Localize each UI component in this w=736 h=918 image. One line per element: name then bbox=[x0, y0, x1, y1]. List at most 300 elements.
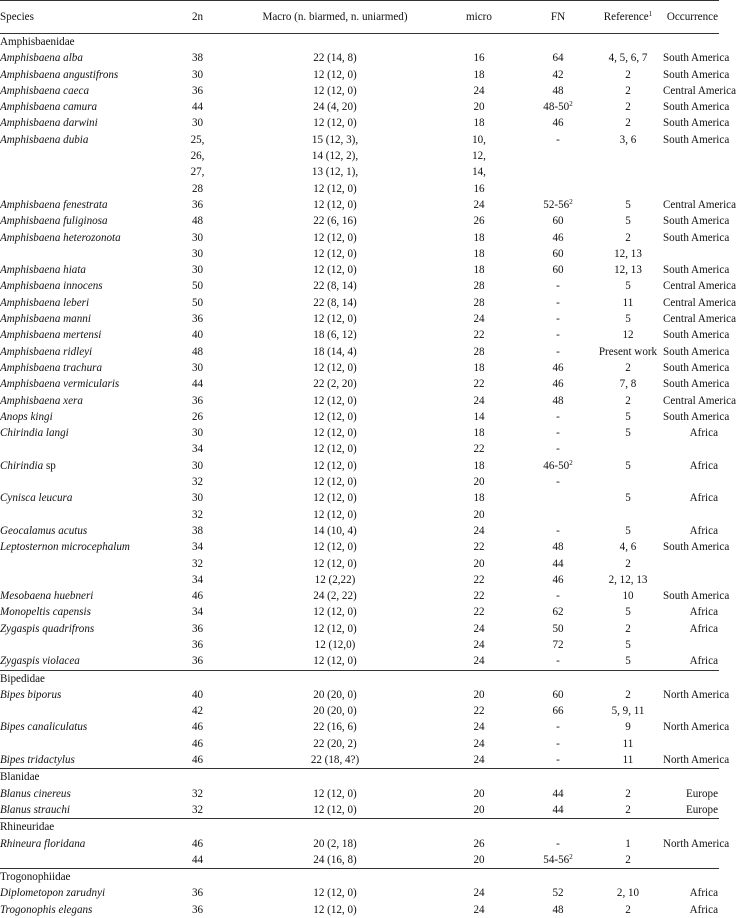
occurrence-cell: Central America bbox=[663, 393, 719, 409]
micro-cell: 22 bbox=[435, 539, 523, 555]
reference-footnote-marker: 1 bbox=[649, 10, 653, 18]
species-cell: Amphisbaena fuliginosa bbox=[0, 213, 160, 229]
fundamental-number-cell: 44 bbox=[523, 802, 593, 819]
macro-cell: 12 (12, 0) bbox=[235, 621, 435, 637]
species-cell: Cynisca leucura bbox=[0, 490, 160, 506]
macro-cell: 24 (2, 22) bbox=[235, 588, 435, 604]
macro-cell: 12 (12, 0) bbox=[235, 556, 435, 572]
family-name: Amphisbaenidae bbox=[0, 34, 719, 51]
diploid-number-cell: 32 bbox=[160, 556, 235, 572]
family-name: Trogonophiidae bbox=[0, 869, 719, 886]
micro-cell: 16 bbox=[435, 50, 523, 66]
species-cell bbox=[0, 474, 160, 490]
reference-cell: 2, 10 bbox=[593, 885, 663, 901]
table-row bbox=[0, 588, 719, 604]
diploid-number-cell: 48 bbox=[160, 344, 235, 360]
micro-cell: 18 bbox=[435, 115, 523, 131]
occurrence-cell: Europe bbox=[663, 786, 719, 802]
macro-cell: 22 (16, 6) bbox=[235, 719, 435, 735]
reference-cell: 5 bbox=[593, 213, 663, 229]
diploid-number-cell: 34 bbox=[160, 539, 235, 555]
fundamental-number-cell: 48 bbox=[523, 393, 593, 409]
species-cell: Leptosternon microcephalum bbox=[0, 539, 160, 555]
micro-cell: 14, bbox=[435, 164, 523, 180]
occurrence-cell: South America bbox=[663, 344, 719, 360]
table-row bbox=[0, 148, 719, 164]
reference-cell: 2 bbox=[593, 852, 663, 869]
diploid-number-cell: 44 bbox=[160, 99, 235, 115]
reference-cell: 2 bbox=[593, 360, 663, 376]
fundamental-number-cell: 60 bbox=[523, 262, 593, 278]
reference-cell: 11 bbox=[593, 752, 663, 769]
species-epithet: sp bbox=[46, 460, 56, 472]
species-cell: Mesobaena huebneri bbox=[0, 588, 160, 604]
macro-cell: 12 (12,0) bbox=[235, 637, 435, 653]
species-cell: Amphisbaena hiata bbox=[0, 262, 160, 278]
table-row bbox=[0, 458, 719, 474]
macro-cell: 24 (4, 20) bbox=[235, 99, 435, 115]
fundamental-number-cell: 46 bbox=[523, 230, 593, 246]
occurrence-cell bbox=[663, 736, 719, 752]
table-row bbox=[0, 393, 719, 409]
diploid-number-cell: 50 bbox=[160, 278, 235, 294]
table-row bbox=[0, 507, 719, 523]
reference-cell: 2 bbox=[593, 230, 663, 246]
reference-cell bbox=[593, 181, 663, 197]
micro-cell: 24 bbox=[435, 393, 523, 409]
macro-cell: 20 (2, 18) bbox=[235, 836, 435, 852]
fn-value: 48-50 bbox=[543, 101, 569, 113]
diploid-number-cell: 32 bbox=[160, 802, 235, 819]
occurrence-cell: Central America bbox=[663, 311, 719, 327]
diploid-number-cell: 40 bbox=[160, 327, 235, 343]
occurrence-cell bbox=[663, 164, 719, 180]
table-row bbox=[0, 197, 719, 213]
fundamental-number-cell: 46 bbox=[523, 360, 593, 376]
diploid-number-cell: 32 bbox=[160, 786, 235, 802]
fundamental-number-cell: 66 bbox=[523, 703, 593, 719]
species-cell: Trogonophis elegans bbox=[0, 902, 160, 918]
occurrence-cell: Africa bbox=[663, 490, 719, 506]
fundamental-number-cell bbox=[523, 99, 593, 115]
fn-footnote-marker: 2 bbox=[569, 100, 573, 108]
occurrence-cell: North America bbox=[663, 836, 719, 852]
diploid-number-cell: 36 bbox=[160, 83, 235, 99]
fn-value: 52-56 bbox=[543, 199, 569, 211]
table-row bbox=[0, 637, 719, 653]
col-header-2n: 2n bbox=[160, 1, 235, 34]
species-cell bbox=[0, 556, 160, 572]
macro-cell: 12 (12, 0) bbox=[235, 409, 435, 425]
macro-cell: 12 (12, 0) bbox=[235, 393, 435, 409]
micro-cell: 24 bbox=[435, 83, 523, 99]
reference-cell: Present work bbox=[593, 344, 663, 360]
micro-cell: 28 bbox=[435, 295, 523, 311]
occurrence-cell: Africa bbox=[663, 653, 719, 670]
diploid-number-cell: 36 bbox=[160, 653, 235, 670]
species-cell bbox=[0, 458, 160, 474]
reference-cell: 5 bbox=[593, 425, 663, 441]
fundamental-number-cell: 48 bbox=[523, 902, 593, 918]
macro-cell: 12 (12, 0) bbox=[235, 425, 435, 441]
table-row bbox=[0, 67, 719, 83]
species-cell: Amphisbaena alba bbox=[0, 50, 160, 66]
micro-cell: 20 bbox=[435, 474, 523, 490]
occurrence-cell: Africa bbox=[663, 523, 719, 539]
species-cell: Amphisbaena vermicularis bbox=[0, 376, 160, 392]
reference-cell: 2 bbox=[593, 621, 663, 637]
reference-cell: 5, 9, 11 bbox=[593, 703, 663, 719]
macro-cell: 12 (12, 0) bbox=[235, 181, 435, 197]
family-row bbox=[0, 869, 719, 886]
table-row bbox=[0, 523, 719, 539]
fundamental-number-cell: - bbox=[523, 295, 593, 311]
diploid-number-cell: 30 bbox=[160, 360, 235, 376]
occurrence-cell bbox=[663, 703, 719, 719]
diploid-number-cell: 36 bbox=[160, 637, 235, 653]
micro-cell: 20 bbox=[435, 507, 523, 523]
micro-cell: 24 bbox=[435, 653, 523, 670]
species-cell bbox=[0, 637, 160, 653]
macro-cell: 12 (2,22) bbox=[235, 572, 435, 588]
fundamental-number-cell: 50 bbox=[523, 621, 593, 637]
macro-cell: 12 (12, 0) bbox=[235, 246, 435, 262]
occurrence-cell: South America bbox=[663, 409, 719, 425]
table-row bbox=[0, 621, 719, 637]
fundamental-number-cell: - bbox=[523, 836, 593, 852]
table-row bbox=[0, 262, 719, 278]
reference-cell: 2 bbox=[593, 802, 663, 819]
table-row bbox=[0, 653, 719, 670]
diploid-number-cell: 46 bbox=[160, 736, 235, 752]
macro-cell: 12 (12, 0) bbox=[235, 786, 435, 802]
occurrence-cell bbox=[663, 148, 719, 164]
table-row bbox=[0, 441, 719, 457]
diploid-number-cell: 36 bbox=[160, 621, 235, 637]
fundamental-number-cell: - bbox=[523, 327, 593, 343]
species-cell: Amphisbaena camura bbox=[0, 99, 160, 115]
table-row bbox=[0, 802, 719, 819]
reference-cell: 7, 8 bbox=[593, 376, 663, 392]
species-cell bbox=[0, 181, 160, 197]
fundamental-number-cell: - bbox=[523, 278, 593, 294]
micro-cell: 18 bbox=[435, 458, 523, 474]
reference-cell: 10 bbox=[593, 588, 663, 604]
diploid-number-cell: 36 bbox=[160, 393, 235, 409]
table-row bbox=[0, 687, 719, 703]
species-cell: Chirindia langi bbox=[0, 425, 160, 441]
diploid-number-cell: 36 bbox=[160, 197, 235, 213]
fundamental-number-cell: 64 bbox=[523, 50, 593, 66]
table-row bbox=[0, 885, 719, 901]
fundamental-number-cell bbox=[523, 197, 593, 213]
table-row bbox=[0, 539, 719, 555]
species-cell: Blanus strauchi bbox=[0, 802, 160, 819]
fundamental-number-cell: - bbox=[523, 441, 593, 457]
occurrence-cell: Europe bbox=[663, 802, 719, 819]
occurrence-cell: North America bbox=[663, 752, 719, 769]
fundamental-number-cell bbox=[523, 148, 593, 164]
col-header-fn: FN bbox=[523, 1, 593, 34]
macro-cell: 12 (12, 0) bbox=[235, 802, 435, 819]
macro-cell: 12 (12, 0) bbox=[235, 441, 435, 457]
species-cell bbox=[0, 507, 160, 523]
reference-cell: 2 bbox=[593, 902, 663, 918]
occurrence-cell: South America bbox=[663, 588, 719, 604]
diploid-number-cell: 30 bbox=[160, 458, 235, 474]
diploid-number-cell: 36 bbox=[160, 885, 235, 901]
reference-cell: 4, 6 bbox=[593, 539, 663, 555]
species-cell: Monopeltis capensis bbox=[0, 604, 160, 620]
family-row bbox=[0, 670, 719, 687]
species-cell: Geocalamus acutus bbox=[0, 523, 160, 539]
diploid-number-cell: 46 bbox=[160, 719, 235, 735]
occurrence-cell: South America bbox=[663, 115, 719, 131]
reference-cell: 2 bbox=[593, 83, 663, 99]
diploid-number-cell: 38 bbox=[160, 523, 235, 539]
occurrence-cell: South America bbox=[663, 50, 719, 66]
micro-cell: 18 bbox=[435, 67, 523, 83]
macro-cell: 14 (10, 4) bbox=[235, 523, 435, 539]
species-genus: Chirindia bbox=[0, 460, 46, 472]
fundamental-number-cell: - bbox=[523, 425, 593, 441]
diploid-number-cell: 30 bbox=[160, 490, 235, 506]
fundamental-number-cell: - bbox=[523, 653, 593, 670]
micro-cell: 24 bbox=[435, 736, 523, 752]
col-header-species: Species bbox=[0, 1, 160, 34]
fundamental-number-cell: - bbox=[523, 132, 593, 148]
occurrence-cell: Central America bbox=[663, 83, 719, 99]
occurrence-cell bbox=[663, 246, 719, 262]
diploid-number-cell: 25, bbox=[160, 132, 235, 148]
occurrence-cell bbox=[663, 637, 719, 653]
table-row bbox=[0, 115, 719, 131]
micro-cell: 18 bbox=[435, 230, 523, 246]
macro-cell: 12 (12, 0) bbox=[235, 507, 435, 523]
reference-cell: 2 bbox=[593, 115, 663, 131]
occurrence-cell: South America bbox=[663, 230, 719, 246]
fn-footnote-marker: 2 bbox=[569, 853, 573, 861]
family-name: Rhineuridae bbox=[0, 819, 719, 836]
diploid-number-cell: 34 bbox=[160, 572, 235, 588]
family-row bbox=[0, 769, 719, 786]
macro-cell: 12 (12, 0) bbox=[235, 67, 435, 83]
occurrence-cell: South America bbox=[663, 376, 719, 392]
macro-cell: 22 (2, 20) bbox=[235, 376, 435, 392]
species-cell: Zygaspis violacea bbox=[0, 653, 160, 670]
fn-value: 54-56 bbox=[543, 854, 569, 866]
macro-cell: 20 (20, 0) bbox=[235, 687, 435, 703]
species-cell bbox=[0, 736, 160, 752]
micro-cell: 18 bbox=[435, 360, 523, 376]
table-row bbox=[0, 604, 719, 620]
species-cell: Amphisbaena caeca bbox=[0, 83, 160, 99]
macro-cell: 13 (12, 1), bbox=[235, 164, 435, 180]
diploid-number-cell: 27, bbox=[160, 164, 235, 180]
species-cell bbox=[0, 164, 160, 180]
species-cell: Amphisbaena ridleyi bbox=[0, 344, 160, 360]
occurrence-cell bbox=[663, 181, 719, 197]
macro-cell: 20 (20, 0) bbox=[235, 703, 435, 719]
reference-cell: 5 bbox=[593, 409, 663, 425]
table-row bbox=[0, 836, 719, 852]
micro-cell: 20 bbox=[435, 852, 523, 869]
occurrence-cell: Central America bbox=[663, 295, 719, 311]
reference-cell: 5 bbox=[593, 458, 663, 474]
macro-cell: 12 (12, 0) bbox=[235, 902, 435, 918]
species-cell bbox=[0, 246, 160, 262]
occurrence-cell: South America bbox=[663, 132, 719, 148]
family-row bbox=[0, 34, 719, 51]
table-row bbox=[0, 132, 719, 148]
occurrence-cell: South America bbox=[663, 213, 719, 229]
macro-cell: 12 (12, 0) bbox=[235, 262, 435, 278]
species-cell bbox=[0, 572, 160, 588]
family-row bbox=[0, 819, 719, 836]
species-cell: Bipes canaliculatus bbox=[0, 719, 160, 735]
reference-cell: 12, 13 bbox=[593, 246, 663, 262]
table-row bbox=[0, 213, 719, 229]
table-row bbox=[0, 311, 719, 327]
occurrence-cell bbox=[663, 441, 719, 457]
micro-cell: 12, bbox=[435, 148, 523, 164]
table-row bbox=[0, 719, 719, 735]
diploid-number-cell: 38 bbox=[160, 50, 235, 66]
table-row bbox=[0, 246, 719, 262]
reference-cell: 2 bbox=[593, 67, 663, 83]
micro-cell: 22 bbox=[435, 572, 523, 588]
occurrence-cell: North America bbox=[663, 687, 719, 703]
fundamental-number-cell: 44 bbox=[523, 556, 593, 572]
table-row bbox=[0, 572, 719, 588]
table-row bbox=[0, 556, 719, 572]
diploid-number-cell: 34 bbox=[160, 604, 235, 620]
species-cell: Bipes tridactylus bbox=[0, 752, 160, 769]
occurrence-cell bbox=[663, 556, 719, 572]
family-name: Bipedidae bbox=[0, 670, 719, 687]
species-cell: Zygaspis quadrifrons bbox=[0, 621, 160, 637]
diploid-number-cell: 30 bbox=[160, 67, 235, 83]
diploid-number-cell: 36 bbox=[160, 311, 235, 327]
species-cell: Amphisbaena fenestrata bbox=[0, 197, 160, 213]
macro-cell: 12 (12, 0) bbox=[235, 458, 435, 474]
col-header-reference bbox=[593, 1, 663, 34]
occurrence-cell: Africa bbox=[663, 902, 719, 918]
table-row bbox=[0, 50, 719, 66]
family-name: Blanidae bbox=[0, 769, 719, 786]
diploid-number-cell: 34 bbox=[160, 441, 235, 457]
macro-cell: 12 (12, 0) bbox=[235, 360, 435, 376]
occurrence-cell bbox=[663, 572, 719, 588]
reference-cell bbox=[593, 441, 663, 457]
reference-cell: 3, 6 bbox=[593, 132, 663, 148]
fundamental-number-cell: - bbox=[523, 588, 593, 604]
species-cell: Amphisbaena leberi bbox=[0, 295, 160, 311]
reference-cell: 5 bbox=[593, 653, 663, 670]
reference-cell: 2, 12, 13 bbox=[593, 572, 663, 588]
macro-cell: 12 (12, 0) bbox=[235, 490, 435, 506]
diploid-number-cell: 46 bbox=[160, 588, 235, 604]
occurrence-cell: South America bbox=[663, 327, 719, 343]
reference-cell: 4, 5, 6, 7 bbox=[593, 50, 663, 66]
table-row bbox=[0, 490, 719, 506]
micro-cell: 22 bbox=[435, 703, 523, 719]
macro-cell: 12 (12, 0) bbox=[235, 230, 435, 246]
macro-cell: 22 (8, 14) bbox=[235, 278, 435, 294]
diploid-number-cell: 46 bbox=[160, 836, 235, 852]
species-cell: Amphisbaena trachura bbox=[0, 360, 160, 376]
header-row bbox=[0, 1, 719, 34]
micro-cell: 28 bbox=[435, 278, 523, 294]
macro-cell: 18 (6, 12) bbox=[235, 327, 435, 343]
species-cell: Blanus cinereus bbox=[0, 786, 160, 802]
occurrence-cell: Africa bbox=[663, 604, 719, 620]
reference-cell: 12 bbox=[593, 327, 663, 343]
species-cell bbox=[0, 441, 160, 457]
macro-cell: 12 (12, 0) bbox=[235, 115, 435, 131]
fn-footnote-marker: 2 bbox=[569, 198, 573, 206]
fundamental-number-cell: 52 bbox=[523, 885, 593, 901]
reference-cell bbox=[593, 507, 663, 523]
reference-cell: 5 bbox=[593, 278, 663, 294]
micro-cell: 24 bbox=[435, 752, 523, 769]
micro-cell: 24 bbox=[435, 523, 523, 539]
reference-cell: 5 bbox=[593, 637, 663, 653]
fundamental-number-cell: 60 bbox=[523, 213, 593, 229]
micro-cell: 18 bbox=[435, 262, 523, 278]
macro-cell: 12 (12, 0) bbox=[235, 653, 435, 670]
species-cell: Diplometopon zarudnyi bbox=[0, 885, 160, 901]
fundamental-number-cell: - bbox=[523, 474, 593, 490]
macro-cell: 22 (6, 16) bbox=[235, 213, 435, 229]
macro-cell: 12 (12, 0) bbox=[235, 197, 435, 213]
reference-cell: 5 bbox=[593, 604, 663, 620]
micro-cell: 18 bbox=[435, 246, 523, 262]
micro-cell: 24 bbox=[435, 902, 523, 918]
fundamental-number-cell bbox=[523, 507, 593, 523]
diploid-number-cell: 48 bbox=[160, 213, 235, 229]
micro-cell: 22 bbox=[435, 441, 523, 457]
occurrence-cell: Africa bbox=[663, 885, 719, 901]
macro-cell: 12 (12, 0) bbox=[235, 83, 435, 99]
micro-cell: 14 bbox=[435, 409, 523, 425]
fundamental-number-cell: 60 bbox=[523, 246, 593, 262]
fundamental-number-cell: 62 bbox=[523, 604, 593, 620]
micro-cell: 20 bbox=[435, 99, 523, 115]
micro-cell: 28 bbox=[435, 344, 523, 360]
fundamental-number-cell bbox=[523, 852, 593, 869]
species-cell bbox=[0, 703, 160, 719]
fn-footnote-marker: 2 bbox=[569, 459, 573, 467]
micro-cell: 22 bbox=[435, 604, 523, 620]
diploid-number-cell: 30 bbox=[160, 262, 235, 278]
fundamental-number-cell: 60 bbox=[523, 687, 593, 703]
table-row bbox=[0, 703, 719, 719]
diploid-number-cell: 28 bbox=[160, 181, 235, 197]
col-header-macro: Macro (n. biarmed, n. uniarmed) bbox=[235, 1, 435, 34]
reference-cell bbox=[593, 474, 663, 490]
col-header-reference-label: Reference bbox=[604, 11, 649, 23]
species-cell: Amphisbaena xera bbox=[0, 393, 160, 409]
col-header-occurrence: Occurrence bbox=[663, 1, 719, 34]
occurrence-cell: South America bbox=[663, 262, 719, 278]
reference-cell: 2 bbox=[593, 556, 663, 572]
table-row bbox=[0, 295, 719, 311]
occurrence-cell: North America bbox=[663, 719, 719, 735]
fundamental-number-cell: - bbox=[523, 736, 593, 752]
species-cell: Bipes biporus bbox=[0, 687, 160, 703]
table-row bbox=[0, 278, 719, 294]
